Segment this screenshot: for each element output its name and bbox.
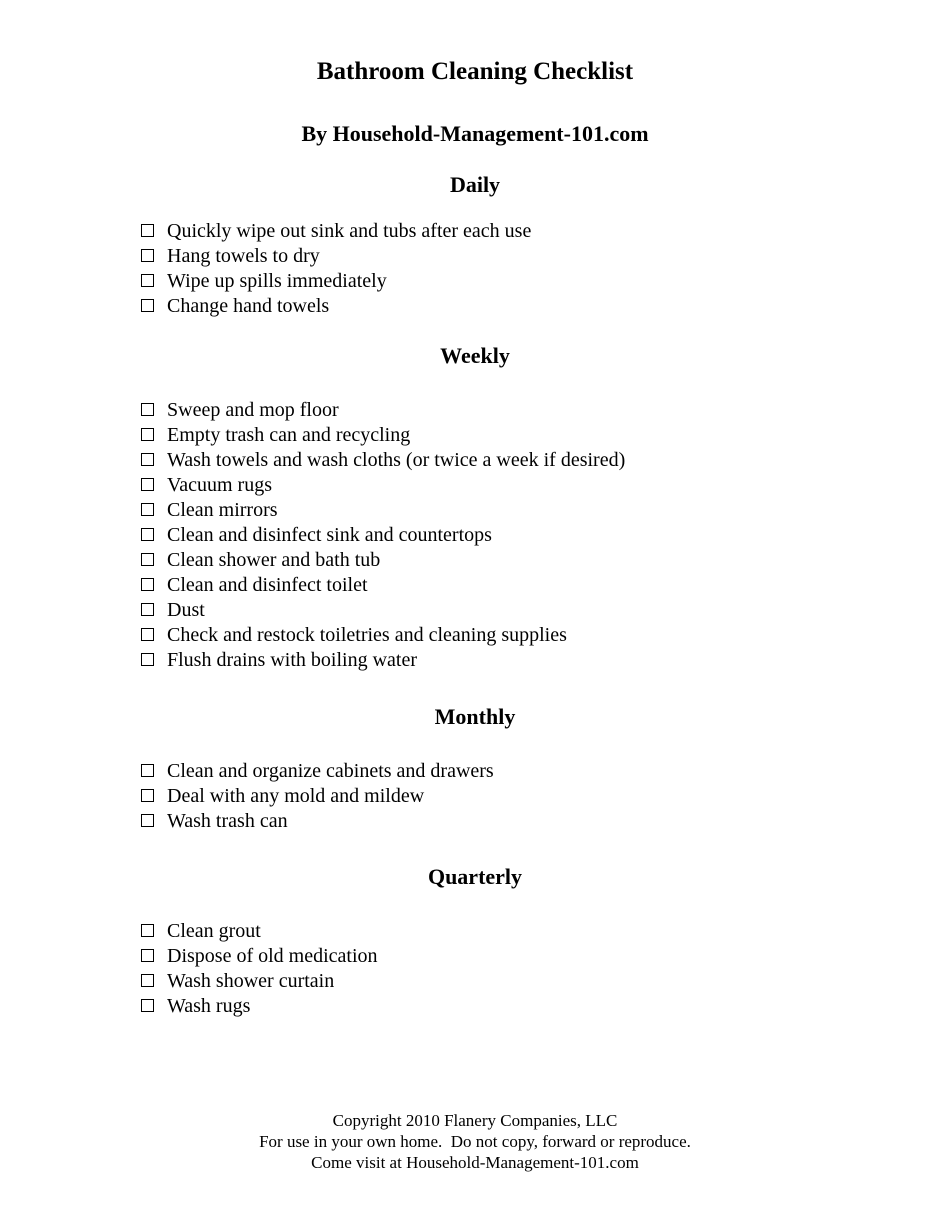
list-item-label: Wash rugs [167, 995, 251, 1017]
checkbox[interactable] [141, 453, 154, 466]
list-item-label: Sweep and mop floor [167, 399, 339, 421]
list-item-label: Change hand towels [167, 295, 330, 317]
checklist-monthly [141, 759, 494, 834]
section-heading-daily: Daily [449, 172, 501, 197]
list-item [141, 219, 531, 244]
list-item [141, 398, 625, 423]
list-item-label: Clean shower and bath tub [167, 549, 381, 571]
checkbox[interactable] [141, 653, 154, 666]
list-item [141, 294, 531, 319]
list-item [141, 448, 625, 473]
checkbox[interactable] [141, 924, 154, 937]
list-item-label: Wipe up spills immediately [167, 270, 387, 292]
checklist-daily [141, 219, 531, 319]
list-item-label: Clean grout [167, 920, 261, 942]
list-item [141, 919, 378, 944]
list-item-label: Hang towels to dry [167, 245, 320, 267]
footer-visit-link: Come visit at Household-Management-101.com [311, 1153, 639, 1172]
checkbox[interactable] [141, 764, 154, 777]
list-item-label: Dust [167, 599, 205, 621]
section-heading-weekly: Weekly [440, 343, 510, 368]
list-item-label: Quickly wipe out sink and tubs after each use [167, 220, 532, 242]
list-item-label: Deal with any mold and mildew [167, 785, 425, 807]
list-item-label: Clean and disinfect sink and countertops [167, 524, 492, 546]
list-item-label: Check and restock toiletries and cleaning supplies [167, 624, 567, 646]
list-item-label: Flush drains with boiling water [167, 649, 417, 671]
checklist-weekly [141, 398, 625, 673]
checkbox[interactable] [141, 478, 154, 491]
checkbox[interactable] [141, 428, 154, 441]
checkbox[interactable] [141, 503, 154, 516]
checkbox[interactable] [141, 224, 154, 237]
list-item [141, 548, 625, 573]
section-heading-quarterly: Quarterly [427, 864, 523, 889]
list-item [141, 969, 378, 994]
list-item [141, 994, 378, 1019]
list-item-label: Empty trash can and recycling [167, 424, 411, 446]
checkbox[interactable] [141, 403, 154, 416]
checkbox[interactable] [141, 553, 154, 566]
list-item [141, 423, 625, 448]
list-item-label: Wash towels and wash cloths (or twice a week if desired) [167, 449, 626, 471]
list-item [141, 784, 494, 809]
list-item [141, 473, 625, 498]
list-item-label: Vacuum rugs [167, 474, 272, 496]
footer-usage-notice: For use in your own home. Do not copy, forward or reproduce. [259, 1132, 691, 1151]
list-item [141, 598, 625, 623]
list-item-label: Clean and disinfect toilet [167, 574, 368, 596]
page-subtitle: By Household-Management-101.com [301, 121, 649, 146]
list-item [141, 809, 494, 834]
footer [0, 1110, 950, 1173]
checkbox[interactable] [141, 603, 154, 616]
list-item-label: Wash shower curtain [167, 970, 335, 992]
list-item-label: Wash trash can [167, 810, 288, 832]
checkbox[interactable] [141, 974, 154, 987]
checkbox[interactable] [141, 949, 154, 962]
list-item-label: Dispose of old medication [167, 945, 378, 967]
list-item [141, 244, 531, 269]
page-title: Bathroom Cleaning Checklist [316, 58, 634, 85]
list-item [141, 648, 625, 673]
checkbox[interactable] [141, 528, 154, 541]
list-item [141, 269, 531, 294]
checkbox[interactable] [141, 999, 154, 1012]
list-item [141, 944, 378, 969]
checklist-quarterly [141, 919, 378, 1019]
list-item [141, 623, 625, 648]
list-item [141, 498, 625, 523]
list-item [141, 573, 625, 598]
list-item [141, 523, 625, 548]
checkbox[interactable] [141, 249, 154, 262]
footer-copyright: Copyright 2010 Flanery Companies, LLC [332, 1111, 618, 1130]
checkbox[interactable] [141, 274, 154, 287]
list-item [141, 759, 494, 784]
list-item-label: Clean and organize cabinets and drawers [167, 760, 494, 782]
section-heading-monthly: Monthly [434, 704, 516, 729]
checkbox[interactable] [141, 578, 154, 591]
checkbox[interactable] [141, 789, 154, 802]
list-item-label: Clean mirrors [167, 499, 278, 521]
checkbox[interactable] [141, 814, 154, 827]
checkbox[interactable] [141, 628, 154, 641]
checkbox[interactable] [141, 299, 154, 312]
